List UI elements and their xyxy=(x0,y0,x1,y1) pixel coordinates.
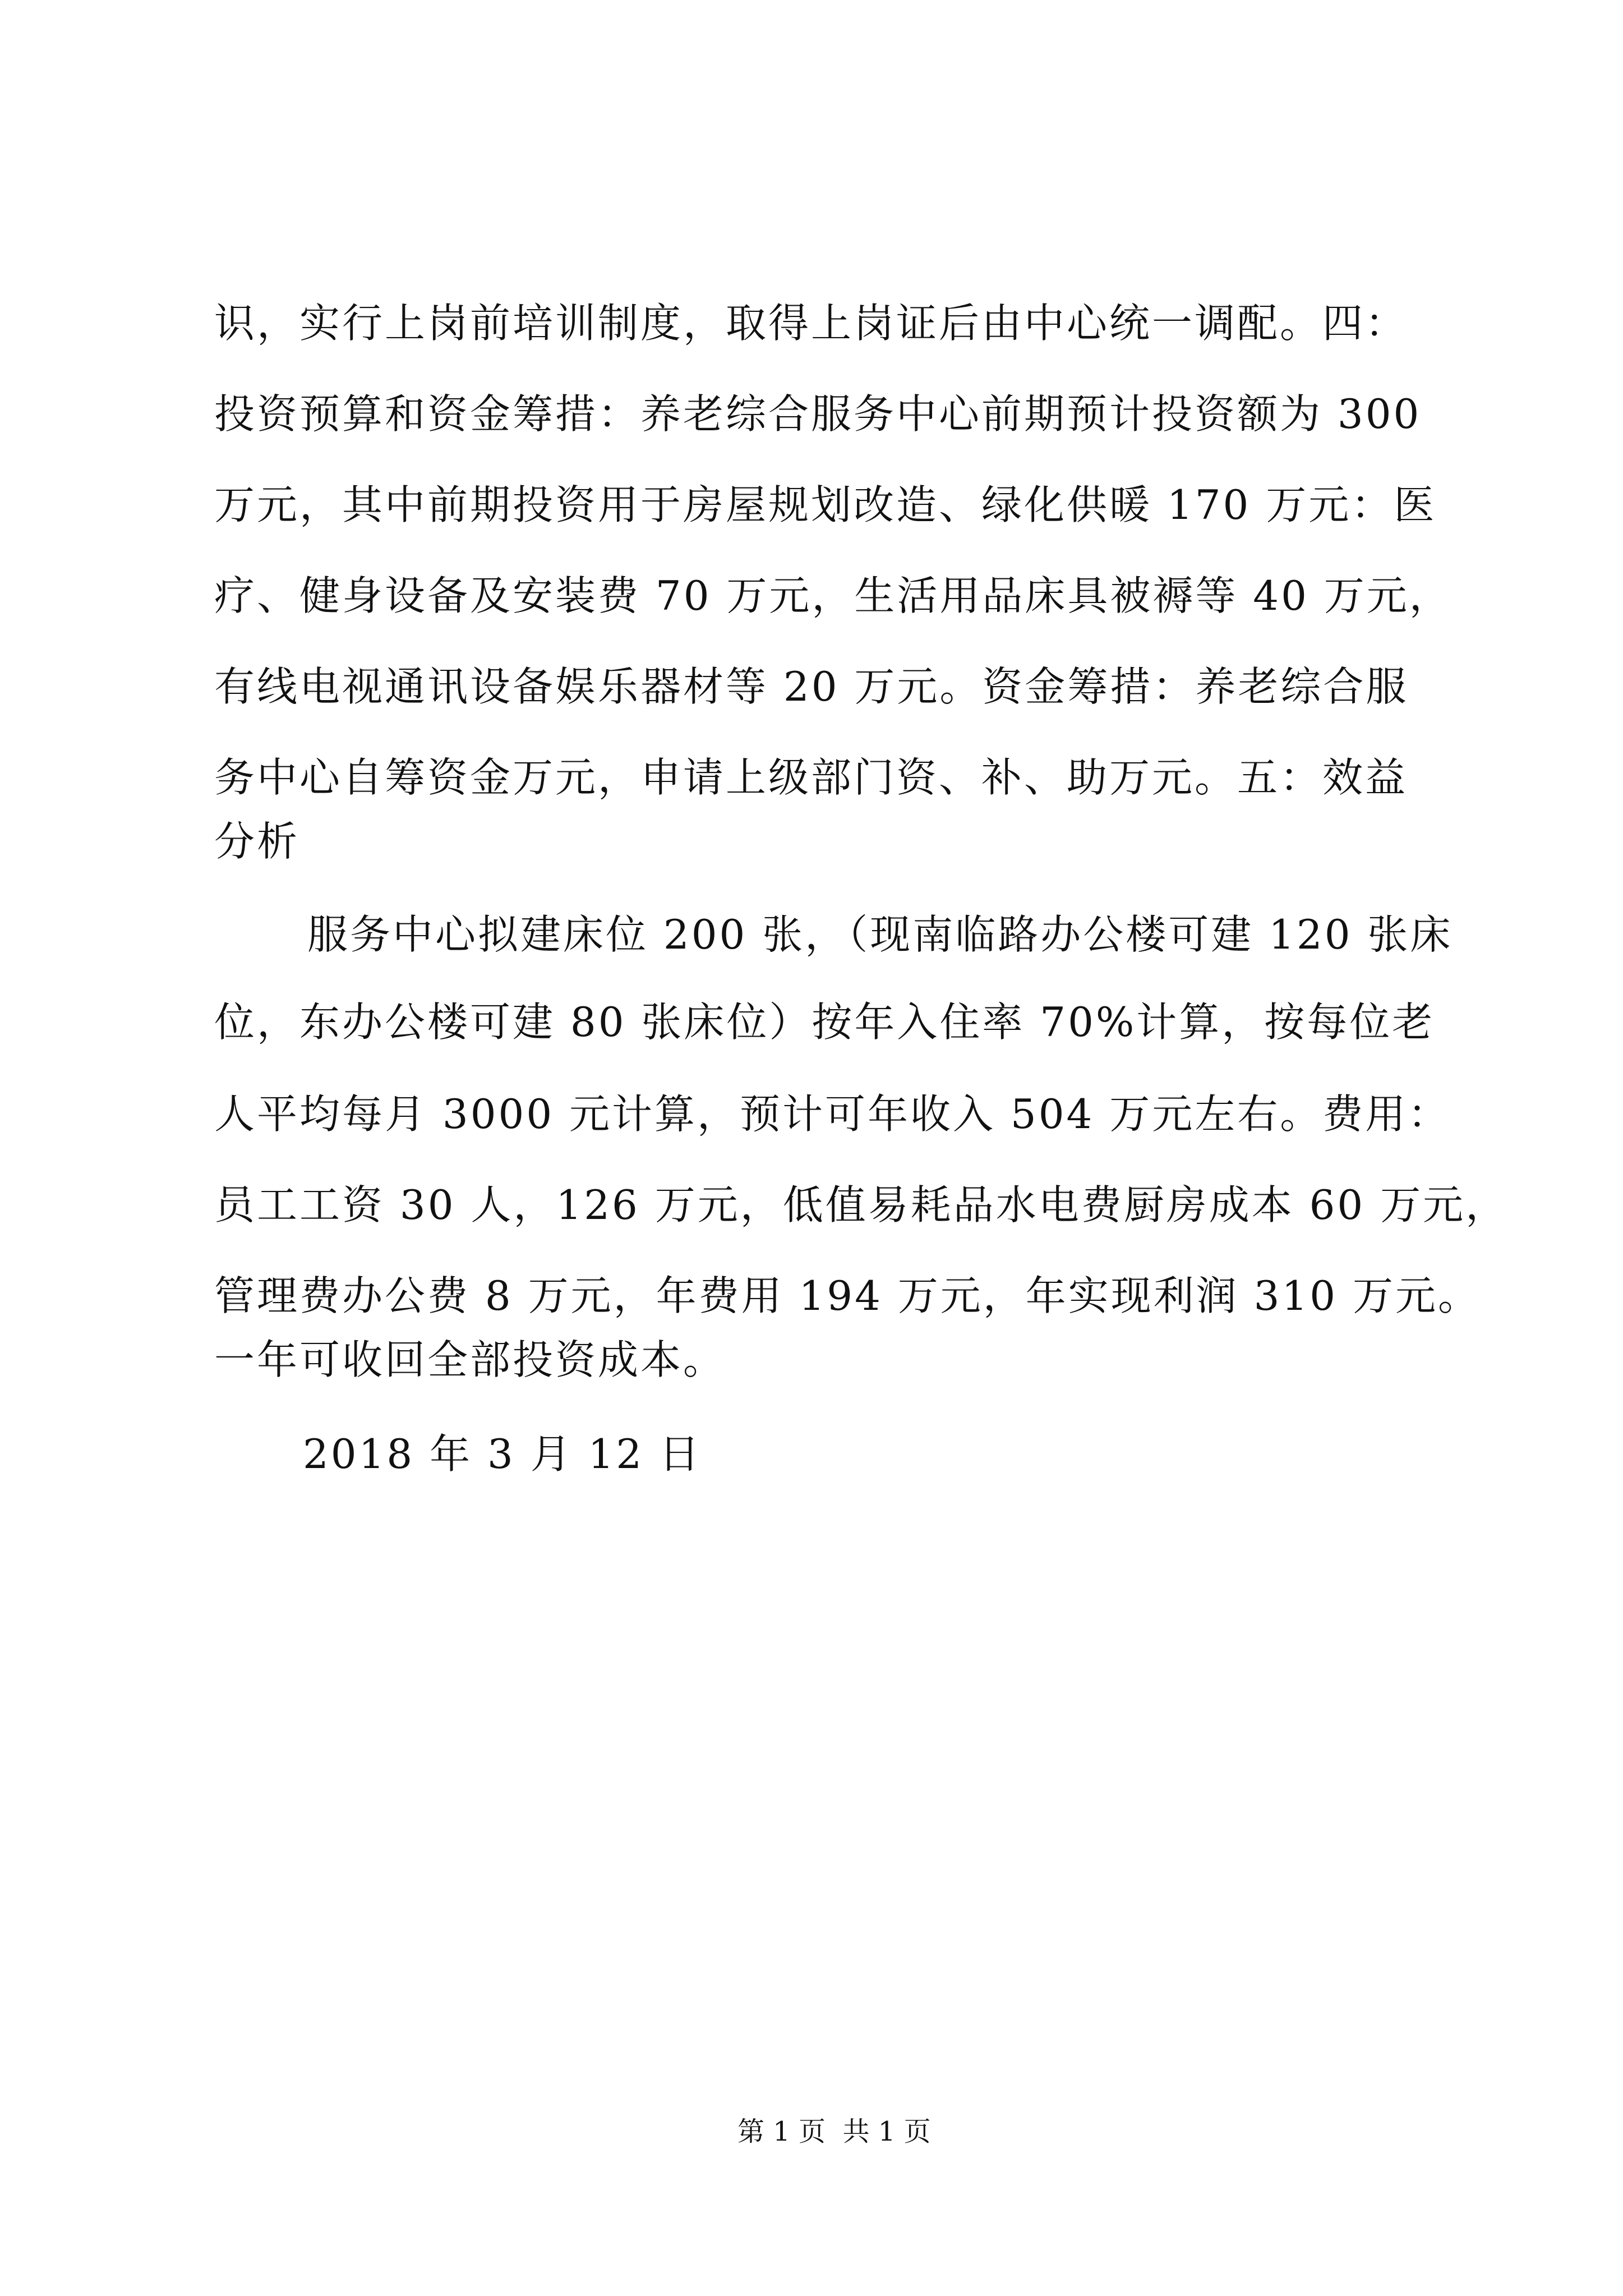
text-line-3: 万元，其中前期投资用于房屋规划改造、绿化供暖 170 万元：医 xyxy=(214,481,1437,528)
text-line-5: 有线电视通讯设备娱乐器材等 20 万元。资金筹措：养老综合服 xyxy=(214,663,1409,710)
text-line-8: 服务中心拟建床位 200 张，（现南临路办公楼可建 120 张床 xyxy=(307,911,1453,958)
text-line-7: 分析 xyxy=(214,818,300,865)
text-line-10: 人平均每月 3000 元计算，预计可年收入 504 万元左右。费用： xyxy=(214,1091,1451,1138)
document-date: 2018 年 3 月 12 日 xyxy=(303,1430,702,1478)
page-number-footer: 第 1 页 共 1 页 xyxy=(737,2116,931,2147)
text-line-1: 识，实行上岗前培训制度，取得上岗证后由中心统一调配。四： xyxy=(214,300,1408,347)
text-line-4: 疗、健身设备及安装费 70 万元，生活用品床具被褥等 40 万元， xyxy=(214,572,1452,619)
text-line-6: 务中心自筹资金万元，申请上级部门资、补、助万元。五：效益 xyxy=(214,754,1408,801)
text-line-13: 一年可收回全部投资成本。 xyxy=(214,1336,726,1383)
text-line-9: 位，东办公楼可建 80 张床位）按年入住率 70%计算，按每位老 xyxy=(214,999,1435,1046)
text-line-12: 管理费办公费 8 万元，年费用 194 万元，年实现利润 310 万元。 xyxy=(214,1272,1481,1319)
text-line-2: 投资预算和资金筹措：养老综合服务中心前期预计投资额为 300 xyxy=(214,390,1422,438)
text-line-11: 员工工资 30 人，126 万元，低值易耗品水电费厨房成本 60 万元， xyxy=(214,1181,1509,1228)
